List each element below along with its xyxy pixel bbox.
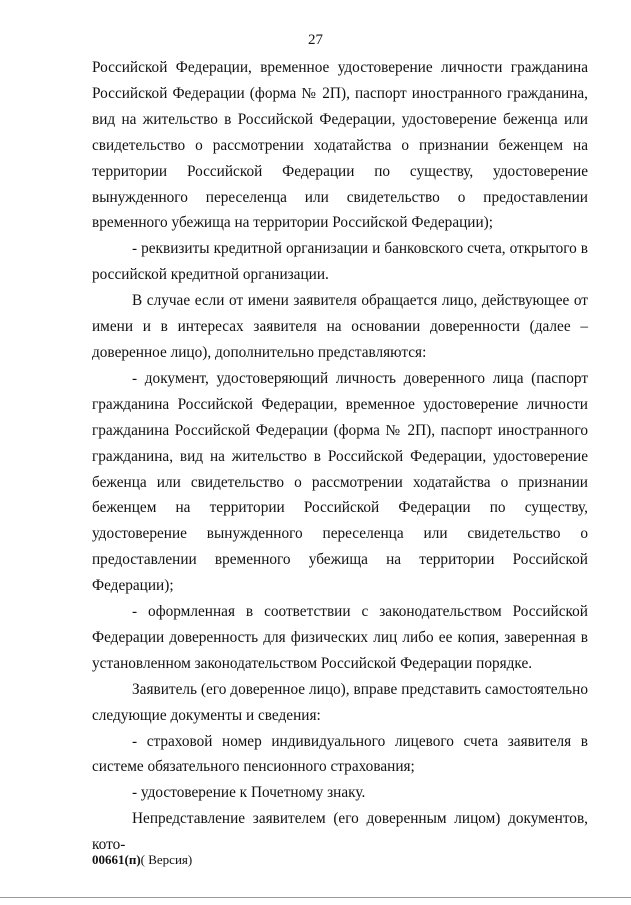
paragraph-certificate: - удостоверение к Почетному знаку. xyxy=(132,784,366,802)
page-number: 27 xyxy=(308,32,323,48)
page-bottom-rule xyxy=(0,897,631,898)
document-body xyxy=(92,55,588,858)
paragraph-snils: - страховой номер индивидуального лицевого счета заявителя в системе обязательного пенсионного страхования; xyxy=(92,732,588,776)
paragraph-optional-docs: Заявитель (его доверенное лицо), вправе представить самостоятельно следующие документы и сведения: xyxy=(92,680,588,724)
footer xyxy=(92,852,192,868)
document-version: ( Версия) xyxy=(140,852,193,867)
paragraph-non-submission: Непредставление заявителем (его доверенным лицом) документов, кото- xyxy=(92,810,588,854)
paragraph-proxy-intro: В случае если от имени заявителя обращается лицо, действующее от имени и в интересах заявителя на основании доверенности (далее – доверенное лицо), дополнительно представляются: xyxy=(92,292,588,361)
paragraph-continuation: Российской Федерации, временное удостоверение личности гражданина Российской Федерации (форма № 2П), паспорт иностранного гражданина, вид на жительство в Российской Федерации, удостоверение беженца или свидетельство о рассмотрении ходатайства о признании беженцем на территории Российской Федерации по существу, удостоверение вынужденного переселенца или свидетельство о предоставлении временного убежища на территории Российской Федерации); xyxy=(92,59,588,232)
paragraph-proxy-identity: - документ, удостоверяющий личность доверенного лица (паспорт гражданина Российской Федерации, временное удостоверение личности гражданина Российской Федерации (форма № 2П), паспорт иностранного гражданина, вид на жительство в Российской Федерации, удостоверение беженца или свидетельство о рассмотрении ходатайства о признании беженцем на территории Российской Федерации по существу, удостоверение вынужденного переселенца или свидетельство о предоставлении временного убежища на территории Российской Федерации); xyxy=(92,369,588,595)
paragraph-bank-details: - реквизиты кредитной организации и банковского счета, открытого в российской кредитной организации. xyxy=(92,240,588,284)
document-code: 00661(п) xyxy=(92,852,141,867)
paragraph-power-of-attorney: - оформленная в соответствии с законодательством Российской Федерации доверенность для физических лиц либо ее копия, заверенная в установленном законодательством Российской Федерации порядке. xyxy=(92,603,588,672)
